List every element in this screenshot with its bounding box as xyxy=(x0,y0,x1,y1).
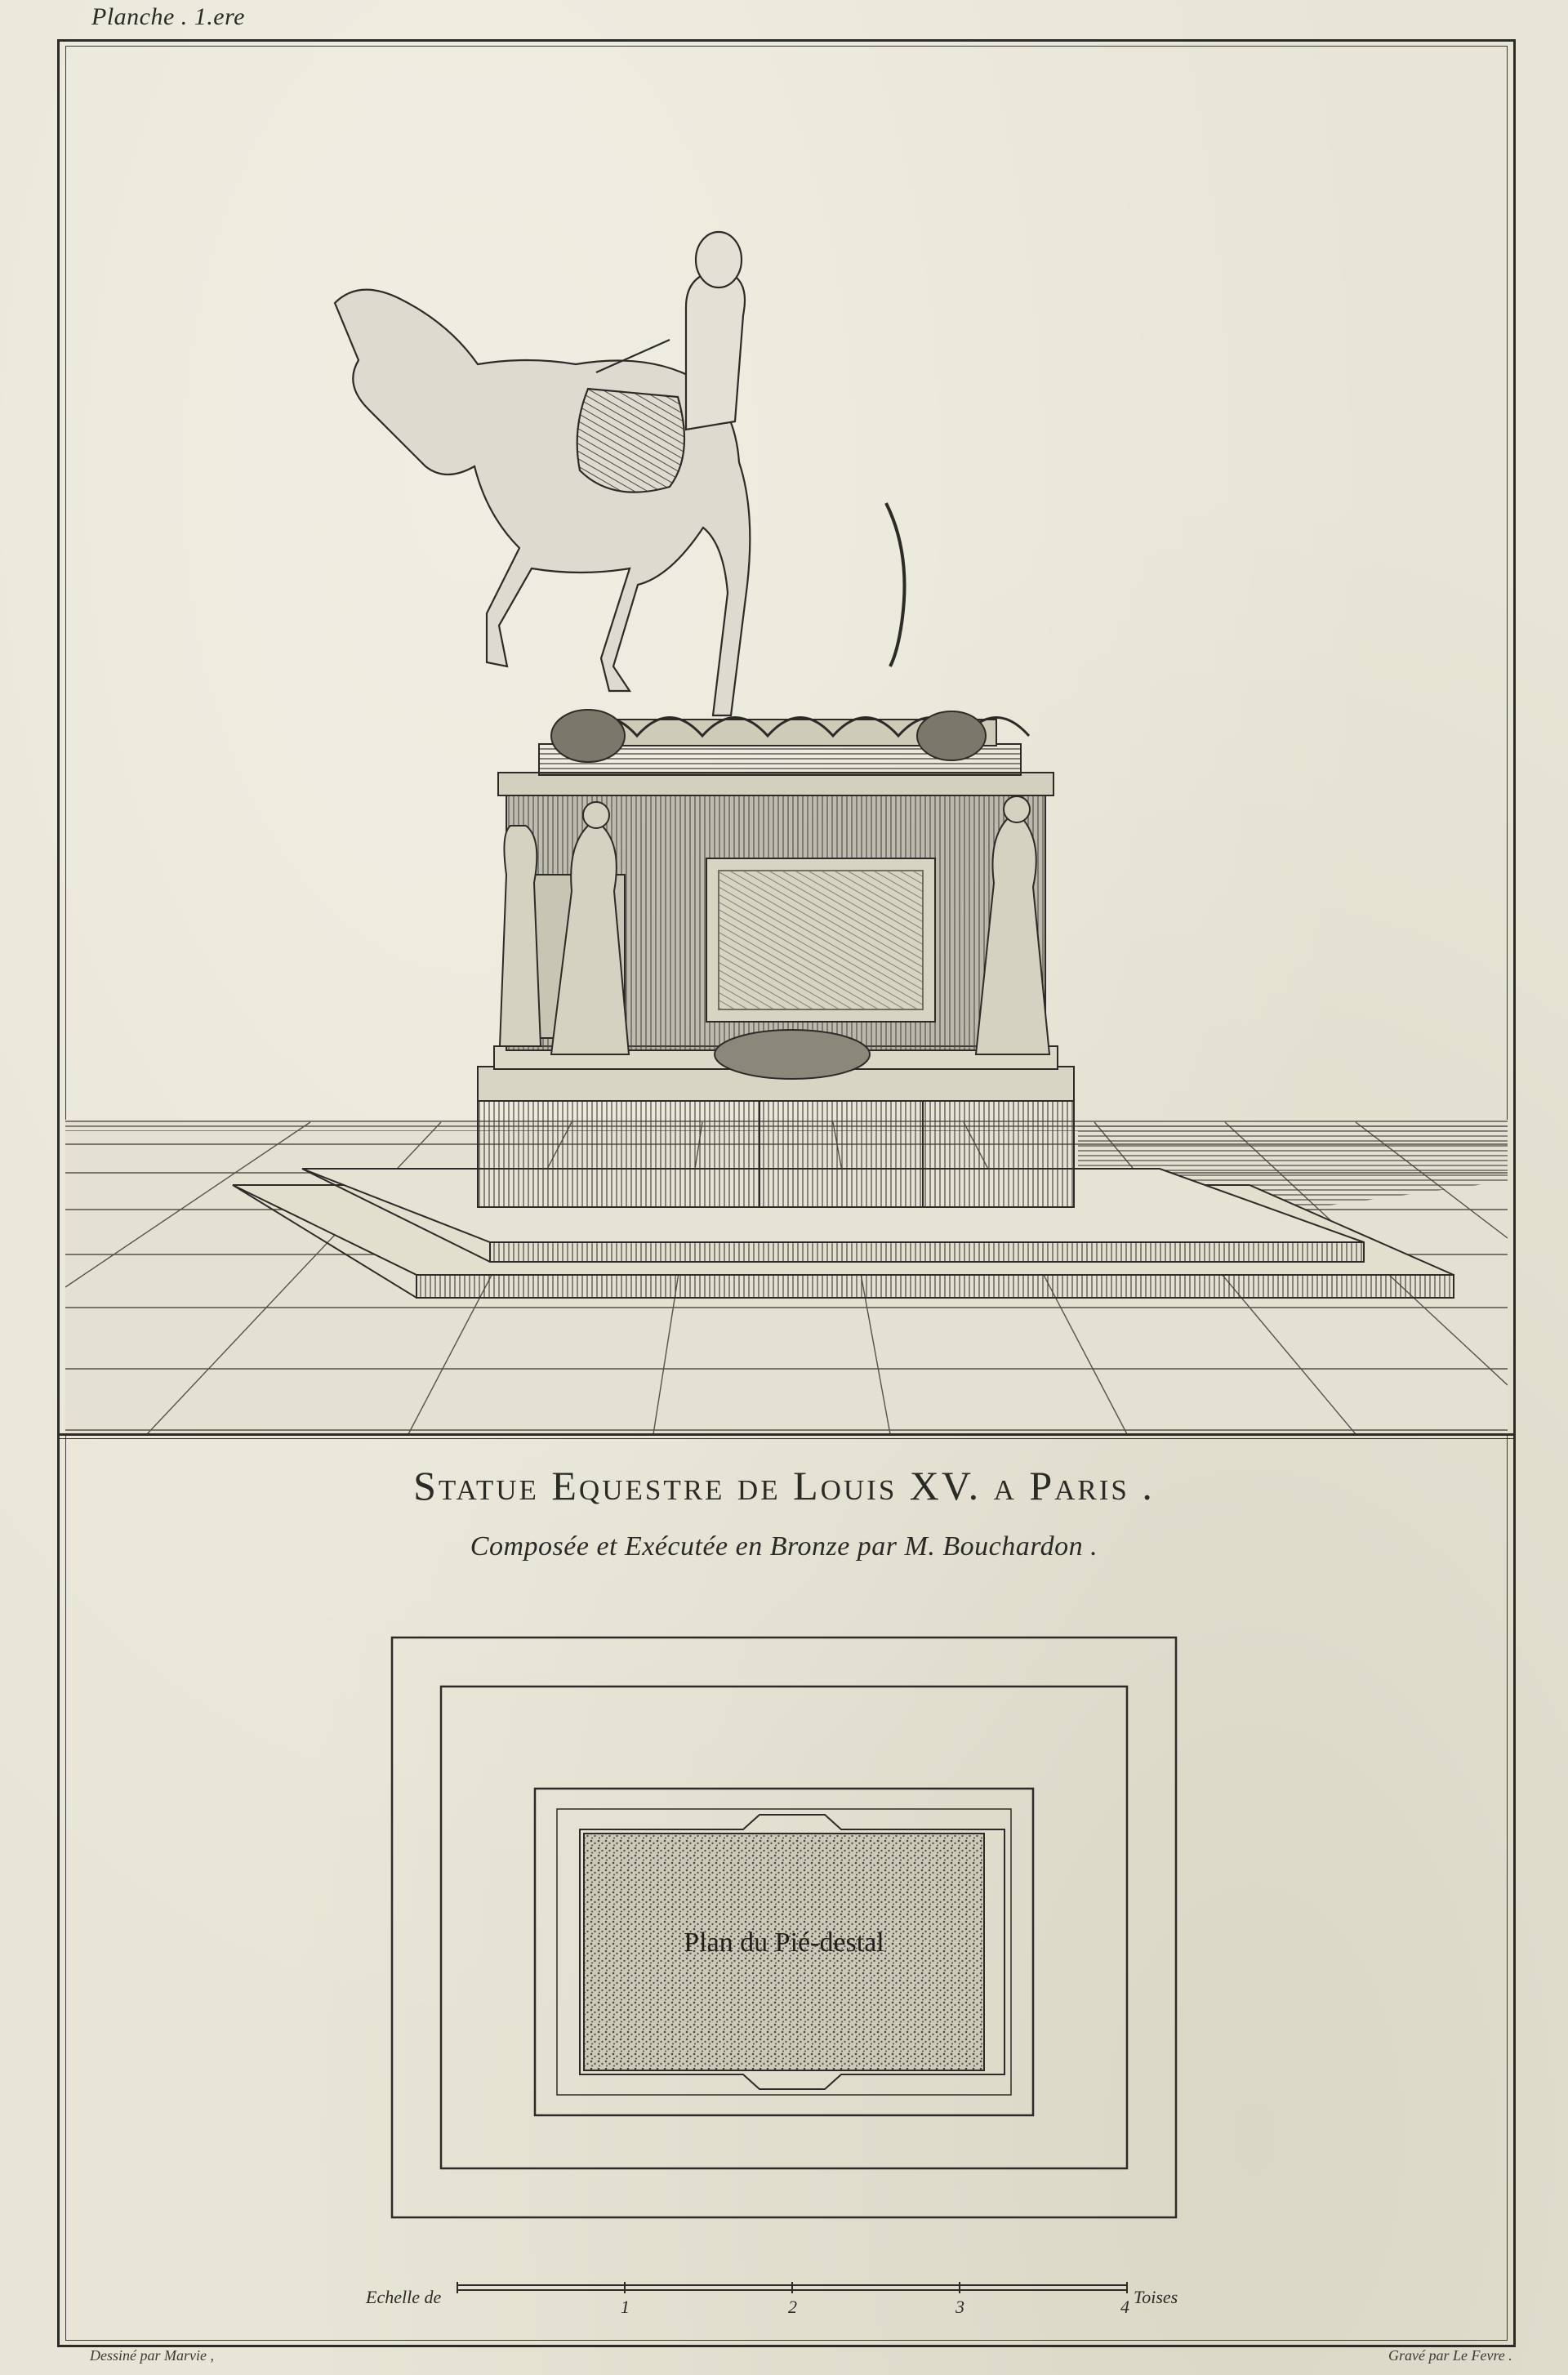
scale-number: 1 xyxy=(621,2297,630,2317)
plate-divider xyxy=(57,1433,1516,1439)
credit-draughtsman: Dessiné par Marvie , xyxy=(90,2347,214,2364)
statue-engraving xyxy=(65,46,1508,1434)
plate-title: Statue Equestre de Louis XV. a Paris . xyxy=(413,1463,1155,1508)
scale-label-left: Echelle de xyxy=(366,2287,442,2307)
credit-engraver: Gravé par Le Fevre . xyxy=(1388,2347,1512,2364)
plate-subtitle: Composée et Exécutée en Bronze par M. Bouchardon . xyxy=(470,1531,1098,1562)
scale-number: 4 xyxy=(1120,2297,1129,2317)
scale-number: 3 xyxy=(956,2297,964,2317)
equestrian-statue xyxy=(335,232,905,715)
plan-label: Plan du Pié-destal xyxy=(684,1927,884,1958)
scale-number: 2 xyxy=(788,2297,797,2317)
plate-number: Planche . 1.ere xyxy=(91,3,245,30)
scale-label-right: Toises xyxy=(1134,2287,1178,2307)
